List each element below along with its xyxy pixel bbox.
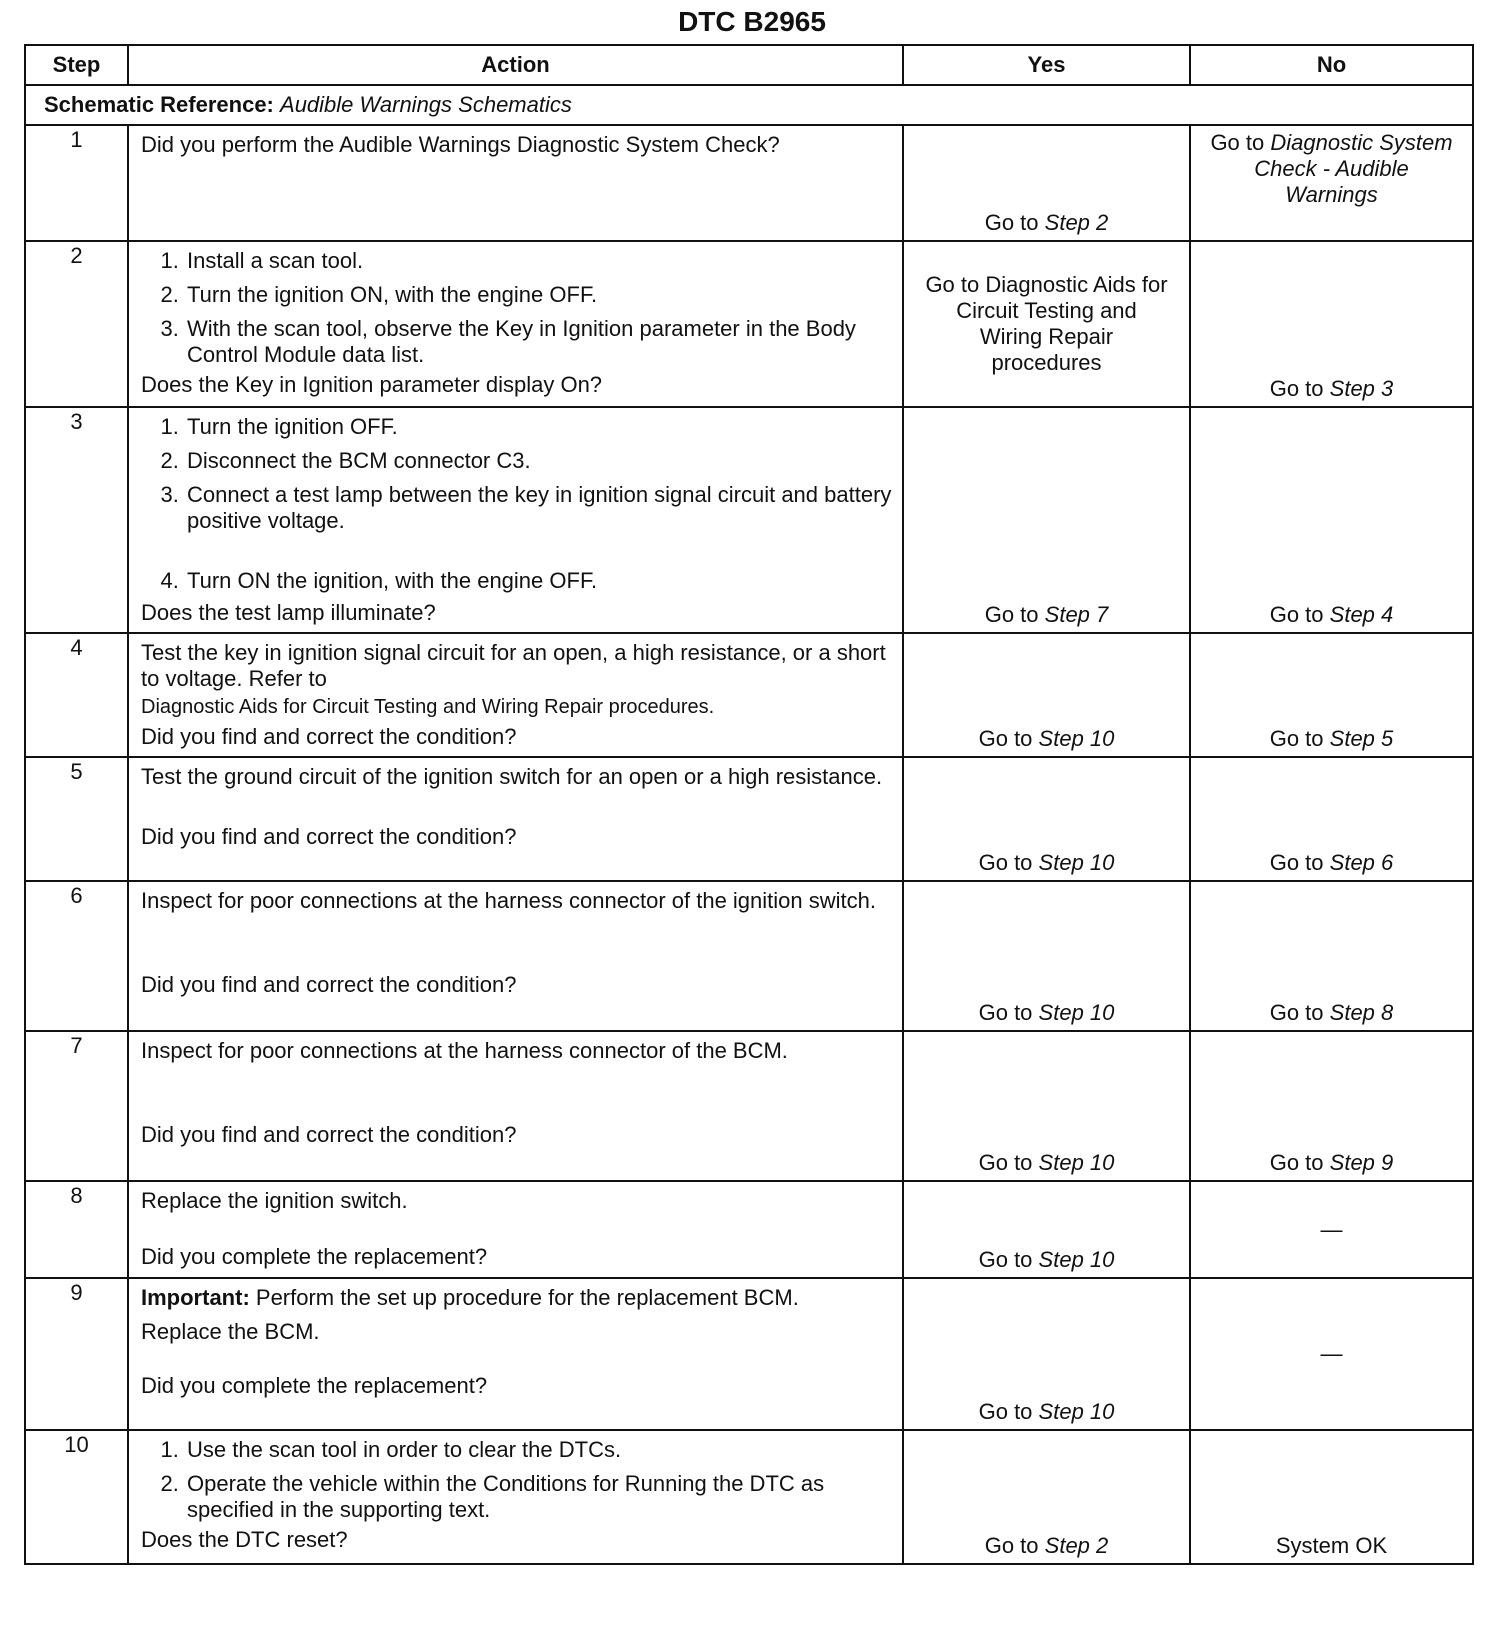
goto-step-link[interactable]: Step 2 xyxy=(1044,1533,1109,1558)
system-ok-text: System OK xyxy=(1275,1533,1388,1558)
table-row xyxy=(25,1031,1473,1181)
goto-step-link[interactable]: Step 10 xyxy=(1038,850,1115,875)
no-cell xyxy=(1190,241,1473,407)
yes-cell xyxy=(903,633,1190,757)
goto-prefix: Go to xyxy=(1269,1000,1324,1025)
step-number: 1 xyxy=(25,125,128,241)
header-yes: Yes xyxy=(903,45,1190,85)
list-item: 2. Operate the vehicle within the Conditions for Running the DTC as specified in the supporting text. xyxy=(185,1471,892,1523)
table-row xyxy=(25,1278,1473,1430)
action-text: Inspect for poor connections at the harness connector of the BCM. xyxy=(141,1038,788,1063)
action-question: Did you complete the replacement? xyxy=(141,1373,488,1398)
goto-step-link[interactable]: Step 8 xyxy=(1329,1000,1394,1025)
goto-prefix: Go to xyxy=(978,1247,1033,1272)
no-cell xyxy=(1190,633,1473,757)
yes-cell xyxy=(903,125,1190,241)
table-row xyxy=(25,1181,1473,1278)
table-row xyxy=(25,881,1473,1031)
action-question: Did you complete the replacement? xyxy=(141,1244,488,1269)
schematic-link[interactable]: Audible Warnings Schematics xyxy=(280,92,572,117)
goto-prefix: Go to xyxy=(978,850,1033,875)
action-question: Does the Key in Ignition parameter display On? xyxy=(141,372,603,397)
table-header-row xyxy=(25,45,1473,85)
action-cell xyxy=(128,757,903,881)
table-row xyxy=(25,407,1473,633)
action-text: Inspect for poor connections at the harness connector of the ignition switch. xyxy=(141,888,876,913)
goto-prefix: Go to xyxy=(984,1533,1039,1558)
step-number: 4 xyxy=(25,633,128,757)
no-cell xyxy=(1190,1031,1473,1181)
goto-prefix: Go to xyxy=(1269,850,1324,875)
no-action-dash: — xyxy=(1320,1216,1343,1242)
action-cell xyxy=(128,881,903,1031)
action-question: Did you find and correct the condition? xyxy=(141,1122,517,1147)
yes-cell xyxy=(903,1031,1190,1181)
table-row xyxy=(25,1430,1473,1564)
action-cell xyxy=(128,241,903,407)
step-number: 5 xyxy=(25,757,128,881)
action-question: Did you find and correct the condition? xyxy=(141,972,517,997)
table-row xyxy=(25,241,1473,407)
step-number: 6 xyxy=(25,881,128,1031)
no-cell xyxy=(1190,1181,1473,1278)
yes-cell xyxy=(903,1278,1190,1430)
header-step: Step xyxy=(25,45,128,85)
important-label: Important: xyxy=(141,1285,250,1310)
goto-step-link[interactable]: Step 5 xyxy=(1329,726,1394,751)
schematic-reference xyxy=(25,85,1473,125)
action-question: Did you perform the Audible Warnings Diagnostic System Check? xyxy=(141,132,780,157)
diagnostic-aids-link[interactable]: Diagnostic Aids for Circuit Testing and Wiring Repair procedures. xyxy=(141,696,715,718)
no-cell xyxy=(1190,757,1473,881)
action-question: Does the DTC reset? xyxy=(141,1527,348,1552)
no-cell xyxy=(1190,881,1473,1031)
dtc-table xyxy=(24,44,1474,1565)
step-number: 3 xyxy=(25,407,128,633)
action-question: Did you find and correct the condition? xyxy=(141,724,517,749)
important-text: Perform the set up procedure for the replacement BCM. xyxy=(255,1285,799,1310)
yes-cell xyxy=(903,241,1190,407)
goto-step-link[interactable]: Step 7 xyxy=(1044,602,1109,627)
action-text: Replace the ignition switch. xyxy=(141,1188,408,1213)
goto-step-link[interactable]: Step 4 xyxy=(1329,602,1394,627)
goto-prefix: Go to xyxy=(984,602,1039,627)
step-number: 2 xyxy=(25,241,128,407)
goto-prefix: Go to xyxy=(978,1150,1033,1175)
goto-prefix: Go to xyxy=(1269,726,1324,751)
yes-instruction: Go to Diagnostic Aids for Circuit Testing and Wiring Repair procedures xyxy=(925,272,1168,375)
goto-prefix: Go to xyxy=(1210,130,1265,155)
yes-cell xyxy=(903,1430,1190,1564)
list-item: 2. Turn the ignition ON, with the engine OFF. xyxy=(185,282,892,308)
no-cell xyxy=(1190,125,1473,241)
action-question: Did you find and correct the condition? xyxy=(141,824,517,849)
list-item: 3. Connect a test lamp between the key in ignition signal circuit and battery positive voltage. xyxy=(185,482,892,534)
step-number: 7 xyxy=(25,1031,128,1181)
list-item: 1. Turn the ignition OFF. xyxy=(185,414,892,440)
header-no: No xyxy=(1190,45,1473,85)
goto-prefix: Go to xyxy=(1269,602,1324,627)
action-cell xyxy=(128,407,903,633)
list-item: 3. With the scan tool, observe the Key in Ignition parameter in the Body Control Module data list. xyxy=(185,316,892,368)
important-note xyxy=(141,1285,892,1311)
action-text: Replace the BCM. xyxy=(141,1319,320,1344)
no-cell xyxy=(1190,1278,1473,1430)
no-action-dash: — xyxy=(1320,1341,1343,1366)
action-question: Does the test lamp illuminate? xyxy=(141,600,436,625)
goto-step-link[interactable]: Step 3 xyxy=(1329,376,1394,401)
goto-step-link[interactable]: Step 10 xyxy=(1038,1150,1115,1175)
action-cell xyxy=(128,1278,903,1430)
schematic-row xyxy=(25,85,1473,125)
header-action: Action xyxy=(128,45,903,85)
goto-prefix: Go to xyxy=(978,726,1033,751)
step-number: 8 xyxy=(25,1181,128,1278)
list-item: 2. Disconnect the BCM connector C3. xyxy=(185,448,892,474)
action-cell xyxy=(128,1430,903,1564)
goto-step-link[interactable]: Step 10 xyxy=(1038,1000,1115,1025)
yes-cell xyxy=(903,1181,1190,1278)
action-list xyxy=(141,414,892,594)
action-text: Test the ground circuit of the ignition switch for an open or a high resistance. xyxy=(141,764,883,789)
goto-step-link[interactable]: Step 10 xyxy=(1038,1247,1115,1272)
action-cell xyxy=(128,1181,903,1278)
schematic-label: Schematic Reference: xyxy=(44,92,274,117)
goto-prefix: Go to xyxy=(978,1399,1033,1424)
goto-prefix: Go to xyxy=(978,1000,1033,1025)
goto-step-link[interactable]: Step 2 xyxy=(1044,210,1109,235)
table-row xyxy=(25,757,1473,881)
action-cell xyxy=(128,633,903,757)
action-list xyxy=(141,248,892,368)
no-cell xyxy=(1190,1430,1473,1564)
goto-prefix: Go to xyxy=(984,210,1039,235)
goto-step-link[interactable]: Step 9 xyxy=(1329,1150,1394,1175)
goto-step-link[interactable]: Step 10 xyxy=(1038,1399,1115,1424)
no-cell xyxy=(1190,407,1473,633)
action-text: Test the key in ignition signal circuit for an open, a high resistance, or a short to voltage. Refer to xyxy=(141,640,886,691)
yes-cell xyxy=(903,757,1190,881)
step-number: 9 xyxy=(25,1278,128,1430)
action-list xyxy=(141,1437,892,1523)
list-item: 1. Use the scan tool in order to clear the DTCs. xyxy=(185,1437,892,1463)
action-cell xyxy=(128,125,903,241)
page-title: DTC B2965 xyxy=(678,6,826,37)
table-row xyxy=(25,125,1473,241)
list-item: 4. Turn ON the ignition, with the engine OFF. xyxy=(185,568,892,594)
goto-prefix: Go to xyxy=(1269,376,1324,401)
goto-step-link[interactable]: Step 6 xyxy=(1329,850,1394,875)
list-item: 1. Install a scan tool. xyxy=(185,248,892,274)
yes-cell xyxy=(903,407,1190,633)
table-row xyxy=(25,633,1473,757)
step-number: 10 xyxy=(25,1430,128,1564)
goto-prefix: Go to xyxy=(1269,1150,1324,1175)
yes-cell xyxy=(903,881,1190,1031)
goto-diagnostic-link[interactable]: Diagnostic System Check - Audible Warnings xyxy=(1254,130,1453,207)
goto-step-link[interactable]: Step 10 xyxy=(1038,726,1115,751)
action-cell xyxy=(128,1031,903,1181)
